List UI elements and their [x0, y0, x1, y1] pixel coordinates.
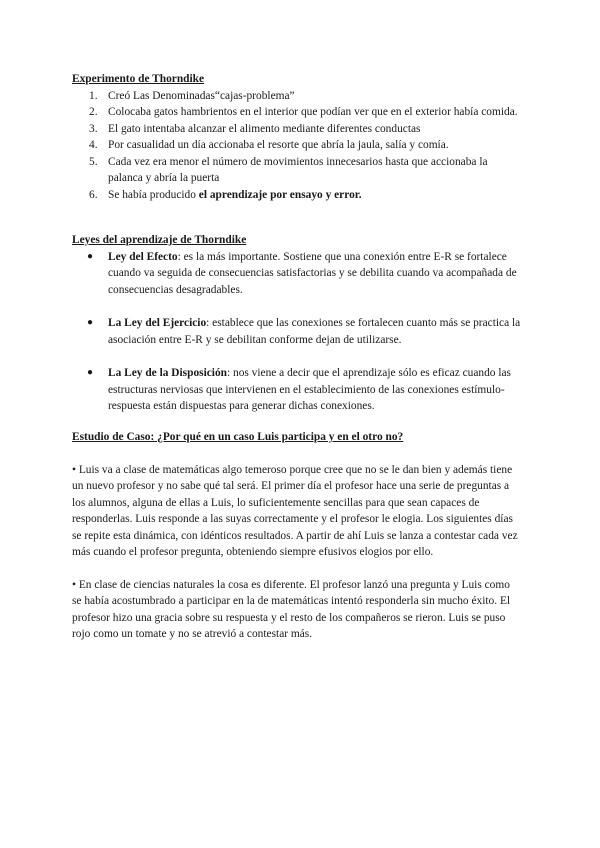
experiment-step	[72, 137, 522, 154]
experiment-step	[72, 187, 522, 204]
experiment-section	[72, 71, 522, 203]
step-number: 2.	[89, 106, 98, 118]
step-text-bold: el aprendizaje por ensayo y error.	[198, 188, 362, 201]
step-text: Creó Las Denominadas“cajas-problema”	[108, 89, 295, 102]
step-text: Cada vez era menor el número de movimientos innecesarios hasta que accionaba la palanca y abría la puerta	[108, 155, 488, 184]
bullet-icon: ●	[87, 367, 94, 378]
case-paragraph: • Luis va a clase de matemáticas algo temeroso porque cree que no se le dan bien y además tiene un nuevo profesor y no sabe qué tal será. El primer día el profesor hace una serie de preguntas a los alumnos, alguna de ellas a Luis, lo suficientemente sencillas para que sean capaces de responderlas. Luis responde a las suyas correctamente y el profesor le elogia. Los siguientes días se repite esta dinámica, con idénticos resultados. A partir de ahí Luis se lanza a contestar cada vez más cuando el profesor pregunta, obteniendo siempre efusivos elogios por ello.	[72, 463, 518, 558]
experiment-step	[72, 88, 522, 105]
bullet-icon: ●	[87, 317, 94, 328]
law-text: : es la más importante. Sostiene que una conexión entre E-R se fortalece cuando va seguida de consecuencias satisfactorias y se debilita cuando va acompañada de consecuencias desagradables.	[108, 250, 517, 296]
law-title: La Ley del Ejercicio	[108, 317, 207, 329]
step-text: Por casualidad un día accionaba el resorte que abría la jaula, salía y comía.	[108, 139, 449, 151]
laws-heading: Leyes del aprendizaje de Thorndike	[72, 234, 247, 246]
step-number: 6.	[89, 188, 98, 201]
step-number: 1.	[89, 89, 98, 102]
case-paragraph: • En clase de ciencias naturales la cosa es diferente. El profesor lanzó una pregunta y Luis como se había acostumbrado a participar en la de matemáticas intentó responderla sin mucho éxito. El profesor hizo una gracia sobre su respuesta y el resto de los compañeros se rieron. Luis se puso rojo como un tomate y no se atrevió a contestar más.	[72, 578, 511, 640]
experiment-heading: Experimento de Thorndike	[72, 73, 205, 85]
case-study-heading: Estudio de Caso: ¿Por qué en un caso Luis participa y en el otro no?	[72, 431, 404, 443]
step-text: Se había producido	[108, 188, 199, 201]
law-item	[72, 365, 522, 415]
law-text: : establece que las conexiones se fortalecen cuanto más se practica la asociación entre E-R y se debilitan conforme dejan de utilizarse.	[108, 317, 521, 346]
law-title: La Ley de la Disposición	[108, 367, 227, 379]
bullet-icon: ●	[87, 250, 94, 262]
step-number: 4.	[89, 139, 98, 151]
experiment-step	[72, 121, 522, 138]
laws-section	[72, 232, 522, 415]
experiment-steps-list	[72, 88, 522, 204]
step-number: 5.	[89, 155, 98, 168]
law-item	[72, 249, 522, 299]
experiment-step	[72, 104, 522, 121]
step-text: El gato intentaba alcanzar el alimento mediante diferentes conductas	[108, 122, 421, 135]
law-title: Ley del Efecto	[108, 250, 178, 263]
step-number: 3.	[89, 122, 98, 135]
law-text: : nos viene a decir que el aprendizaje sólo es eficaz cuando las estructuras nerviosas que intervienen en el establecimiento de las conexiones estímulo-respuesta están dispuestas para generar dichas conexiones.	[108, 367, 511, 412]
step-text: Colocaba gatos hambrientos en el interior que podían ver que en el exterior había comida.	[108, 106, 518, 118]
law-item	[72, 315, 522, 348]
experiment-step	[72, 154, 522, 187]
laws-list	[72, 249, 522, 415]
case-study-section	[72, 429, 522, 643]
